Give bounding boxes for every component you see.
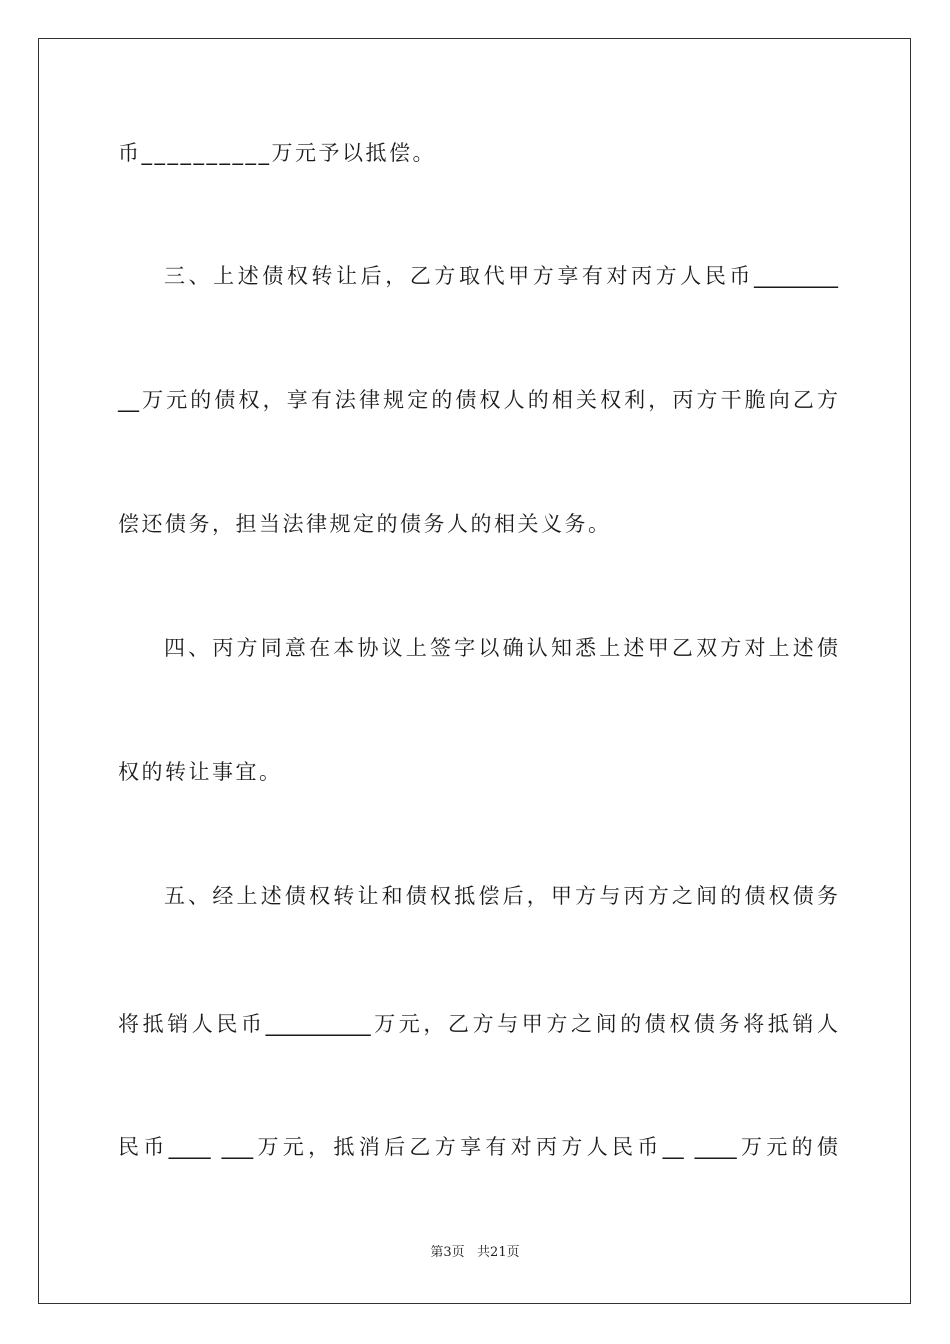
text-line-1: 币__________万元予以抵偿。 [118, 141, 436, 165]
text-line-2: 三、上述债权转让后，乙方取代甲方享有对丙方人民币________ [164, 264, 838, 288]
text-line-6: 权的转让事宜。 [118, 760, 283, 784]
text-line-8: 将抵销人民币__________万元，乙方与甲方之间的债权债务将抵销人 [118, 1012, 838, 1036]
text-line-5: 四、丙方同意在本协议上签字以确认知悉上述甲乙双方对上述债 [164, 636, 838, 660]
text-line-7: 五、经上述债权转让和债权抵偿后，甲方与丙方之间的债权债务 [164, 884, 838, 908]
page-border [38, 38, 911, 1304]
text-line-4: 偿还债务，担当法律规定的债务人的相关义务。 [118, 512, 612, 536]
page-number-footer: 第3页 共21页 [430, 1245, 520, 1260]
text-line-9: 民币____ ___万元，抵消后乙方享有对丙方人民币__ ____万元的债 [118, 1135, 838, 1159]
text-line-3: __万元的债权，享有法律规定的债权人的相关权利，丙方干脆向乙方 [118, 388, 838, 412]
